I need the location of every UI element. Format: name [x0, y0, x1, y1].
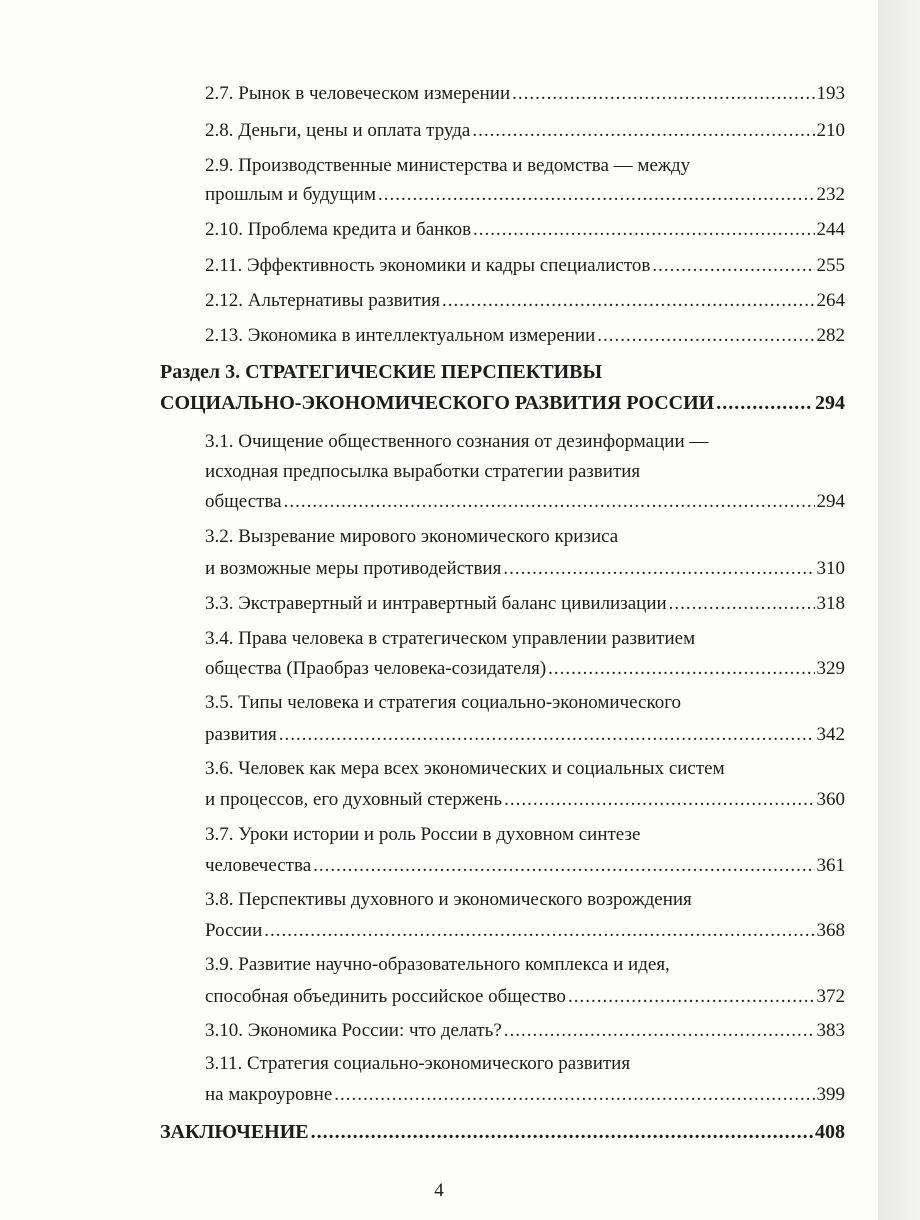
- toc-entry-3-10: [205, 1017, 845, 1045]
- toc-entry-page: 310: [816, 558, 845, 579]
- toc-entry-title: и процессов, его духовный стержень: [205, 789, 503, 810]
- toc-leader-dots: [473, 216, 814, 244]
- toc-entry-page: 264: [816, 290, 845, 311]
- toc-entry-page: 193: [816, 83, 845, 104]
- toc-entry-3-11: [205, 1081, 845, 1109]
- toc-leader-dots: [264, 917, 814, 945]
- toc-entry-title: на макроуровне: [205, 1084, 333, 1105]
- toc-entry-page: 232: [816, 184, 845, 205]
- toc-entry-title: и возможные меры противодействия: [205, 558, 502, 579]
- toc-entry-3-9: [205, 983, 845, 1011]
- toc-entry-title: прошлым и будущим: [205, 184, 376, 205]
- toc-entry-page: 383: [816, 1020, 845, 1041]
- toc-entry-2-11: [205, 252, 845, 280]
- toc-entry-title: России: [205, 920, 263, 941]
- toc-entry-title: 3.10. Экономика России: что делать?: [205, 1020, 502, 1041]
- toc-entry-page: 244: [816, 219, 845, 240]
- toc-entry-title: 2.10. Проблема кредита и банков: [205, 219, 472, 240]
- toc-entry-title: 2.13. Экономика в интеллектуальном измерении: [205, 325, 596, 346]
- toc-entry-title: общества: [205, 491, 282, 512]
- toc-entry-3-7: [205, 852, 845, 880]
- toc-entry-title: способная объединить российское общество: [205, 986, 566, 1007]
- toc-entry-page: 368: [816, 920, 845, 941]
- toc-entry-title: человечества: [205, 855, 312, 876]
- toc-leader-dots: [472, 117, 814, 145]
- toc-leader-dots: [311, 1118, 813, 1146]
- toc-leader-dots: [279, 721, 815, 749]
- toc-leader-dots: [568, 983, 815, 1011]
- toc-entry-3-1-line1: 3.1. Очищение общественного сознания от дезинформации —: [205, 431, 709, 452]
- toc-entry-page: 294: [816, 491, 845, 512]
- toc-entry-title: 2.12. Альтернативы развития: [205, 290, 440, 311]
- toc-entry-2-7: [205, 80, 845, 108]
- toc-entry-3-4: [205, 655, 845, 683]
- toc-entry-title: 2.11. Эффективность экономики и кадры специалистов: [205, 255, 651, 276]
- toc-entry-page: 360: [816, 789, 845, 810]
- toc-entry-2-8: [205, 117, 845, 145]
- toc-leader-dots: [669, 590, 815, 618]
- toc-entry-3-8: [205, 917, 845, 945]
- toc-entry-section-3: [160, 389, 845, 417]
- toc-leader-dots: [334, 1081, 814, 1109]
- toc-entry-page: 329: [816, 658, 845, 679]
- toc-entry-page: 210: [816, 120, 845, 141]
- toc-entry-3-9-line1: 3.9. Развитие научно-образовательного комплекса и идея,: [205, 954, 670, 975]
- toc-leader-dots: [512, 80, 814, 108]
- toc-entry-title: 2.8. Деньги, цены и оплата труда: [205, 120, 471, 141]
- toc-entry-2-13: [205, 322, 845, 350]
- book-gutter: [878, 0, 920, 1220]
- toc-leader-dots: [503, 555, 814, 583]
- toc-entry-title: развития: [205, 724, 277, 745]
- toc-entry-page: 399: [816, 1084, 845, 1105]
- toc-leader-dots: [284, 488, 815, 516]
- page-number: 4: [434, 1180, 444, 1201]
- toc-entry-3-1: [205, 488, 845, 516]
- toc-entry-page: 294: [815, 392, 845, 414]
- toc-entry-page: 318: [816, 593, 845, 614]
- toc-entry-page: 342: [816, 724, 845, 745]
- toc-entry-3-4-line1: 3.4. Права человека в стратегическом управлении развитием: [205, 628, 696, 649]
- toc-entry-3-1-line2: исходная предпосылка выработки стратегии развития: [205, 461, 641, 482]
- toc-entry-page: 361: [816, 855, 845, 876]
- toc-entry-3-3: [205, 590, 845, 618]
- toc-leader-dots: [442, 287, 815, 315]
- toc-entry-3-8-line1: 3.8. Перспективы духовного и экономического возрождения: [205, 889, 692, 910]
- toc-leader-dots: [597, 322, 814, 350]
- toc-entry-2-10: [205, 216, 845, 244]
- toc-entry-3-5-line1: 3.5. Типы человека и стратегия социально-экономического: [205, 692, 682, 713]
- toc-entry-3-5: [205, 721, 845, 749]
- toc-leader-dots: [652, 252, 814, 280]
- toc-entry-title: СОЦИАЛЬНО-ЭКОНОМИЧЕСКОГО РАЗВИТИЯ РОССИИ: [160, 392, 715, 414]
- toc-entry-3-6: [205, 786, 845, 814]
- toc-entry-2-9: [205, 181, 845, 209]
- toc-leader-dots: [504, 786, 814, 814]
- toc-leader-dots: [313, 852, 814, 880]
- toc-entry-title: 2.7. Рынок в человеческом измерении: [205, 83, 511, 104]
- toc-leader-dots: [504, 1017, 815, 1045]
- toc-entry-3-11-line1: 3.11. Стратегия социально-экономического развития: [205, 1053, 631, 1074]
- toc-entry-2-12: [205, 287, 845, 315]
- toc-leader-dots: [716, 389, 813, 417]
- toc-entry-3-2: [205, 555, 845, 583]
- toc-entry-page: 282: [816, 325, 845, 346]
- toc-leader-dots: [548, 655, 814, 683]
- toc-leader-dots: [378, 181, 815, 209]
- toc-entry-page: 255: [816, 255, 845, 276]
- toc-entry-title: общества (Праобраз человека-созидателя): [205, 658, 547, 679]
- toc-entry-3-7-line1: 3.7. Уроки истории и роль России в духовном синтезе: [205, 824, 641, 845]
- toc-entry-title: 3.3. Экстравертный и интравертный баланс цивилизации: [205, 593, 667, 614]
- section-3-heading-line1: Раздел 3. СТРАТЕГИЧЕСКИЕ ПЕРСПЕКТИВЫ: [160, 361, 603, 383]
- toc-entry-page: 372: [816, 986, 845, 1007]
- toc-entry-page: 408: [815, 1121, 845, 1143]
- toc-entry-conclusion: [160, 1118, 845, 1146]
- toc-entry-title: ЗАКЛЮЧЕНИЕ: [160, 1121, 309, 1143]
- toc-entry-3-6-line1: 3.6. Человек как мера всех экономических и социальных систем: [205, 758, 725, 779]
- toc-entry-2-9-line1: 2.9. Производственные министерства и ведомства — между: [205, 155, 691, 176]
- toc-entry-3-2-line1: 3.2. Вызревание мирового экономического кризиса: [205, 526, 619, 547]
